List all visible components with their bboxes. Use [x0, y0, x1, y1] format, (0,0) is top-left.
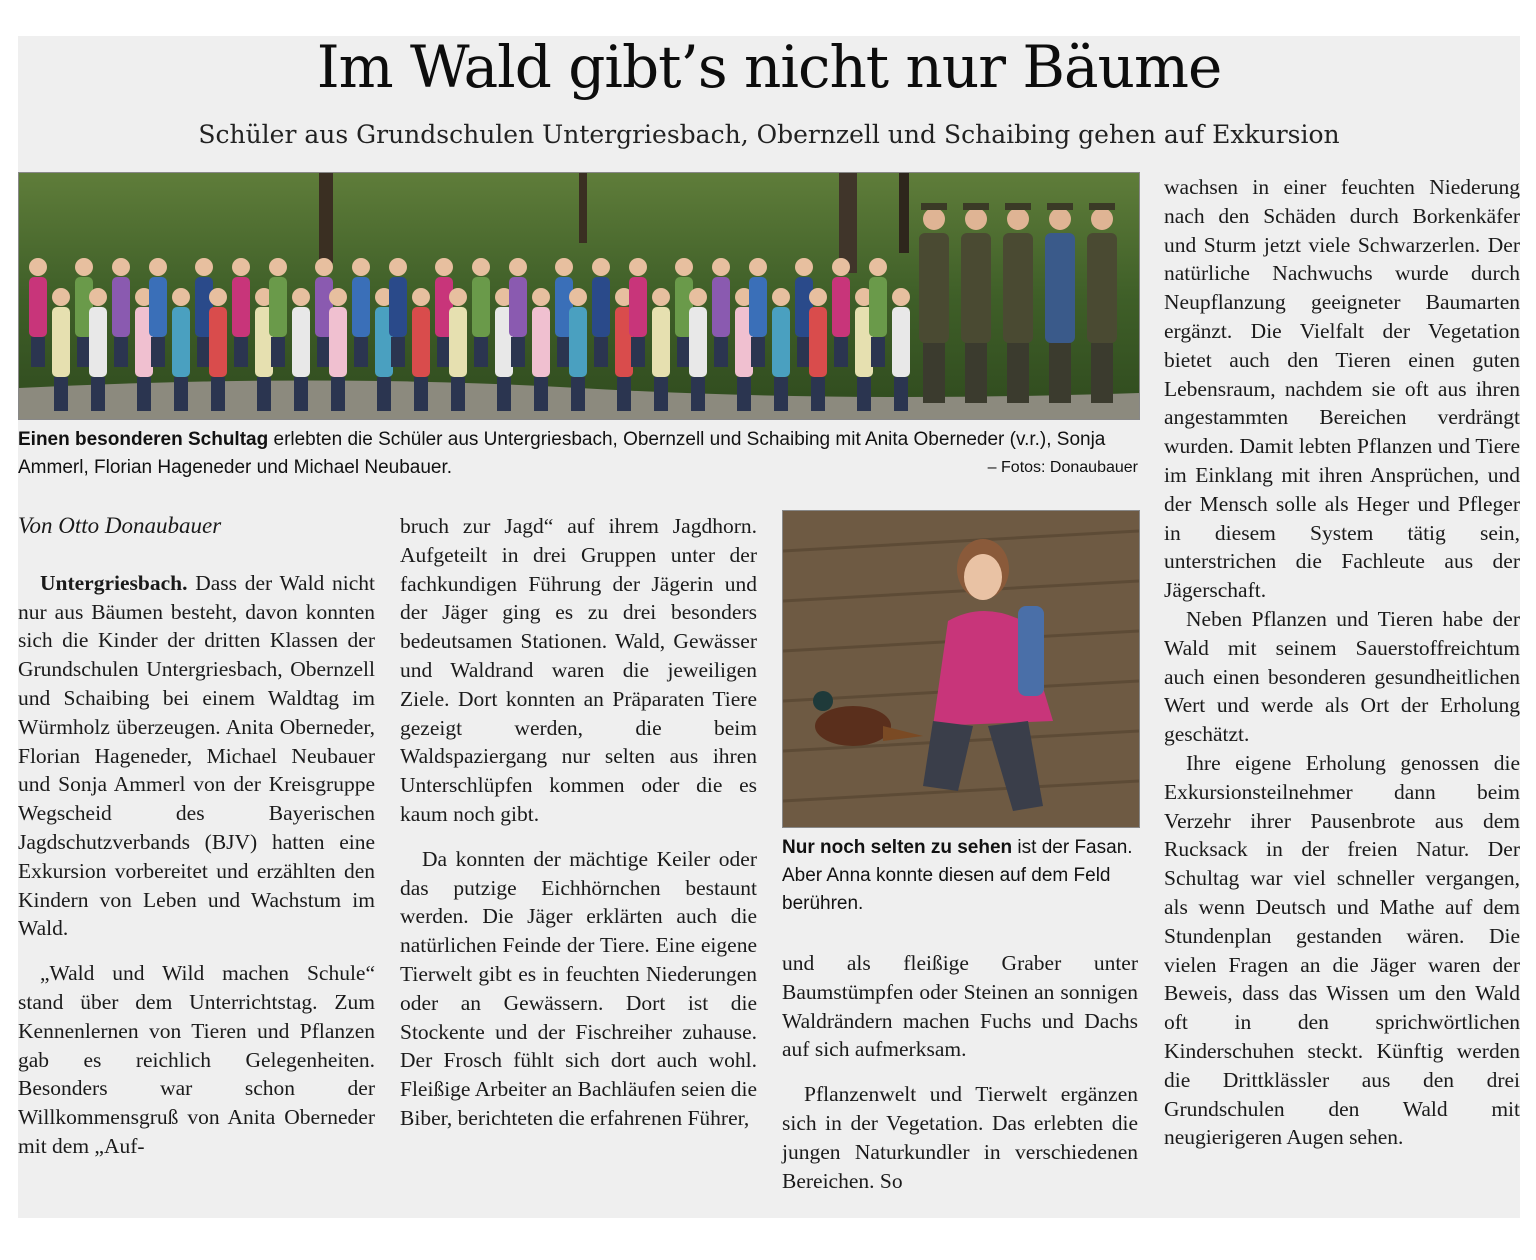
- byline: Von Otto Donaubauer: [18, 513, 222, 538]
- newspaper-clipping: [18, 33, 1520, 1218]
- paragraph: Ihre eigene Erholung genossen die Exkursionsteilnehmer dann beim Verzehr ihrer Pausenbrote aus dem Rucksack in der freien Natur. Der Schultag war viel schneller vergangen, als wenn Deutsch und Mathe auf dem Stundenplan gestanden wären. Die vielen Fragen an die Jäger waren der Beweis, dass das Wissen um den Wald oft in den sprichwörtlichen Kinderschuhen steckt. Künftig werden die Drittklässler aus den drei Grundschulen den Wald mit neugierigeren Augen sehen.: [1164, 750, 1520, 1150]
- group-photo-caption: [18, 426, 1138, 482]
- caption-lead: Nur noch selten zu sehen: [782, 837, 1013, 858]
- caption-text: erlebten die Schüler aus Untergriesbach, Obernzell und Schaibing mit Anita Oberneder (v.r.), Sonja Ammerl, Florian Hageneder und Michael Neubauer.: [18, 429, 1106, 478]
- group-photo: [18, 172, 1140, 420]
- pheasant-photo-caption: [782, 834, 1138, 918]
- paragraph: Da konnten der mächtige Keiler oder das putzige Eichhörnchen bestaunt werden. Die Jäger erklärten auch die natürlichen Feinde der Tiere. Eine eigene Tierwelt gibt es in feuchten Niederungen oder an Gewässern. Dort ist die Stockente und der Fischreiher zuhause. Der Frosch fühlt sich dort auch wohl. Fleißige Arbeiter an Bachläufen seien die Biber, berichteten die erfahrenen Führer,: [400, 846, 757, 1130]
- paragraph: bruch zur Jagd“ auf ihrem Jagdhorn. Aufgeteilt in drei Gruppen unter der fachkundigen Führung der Jägerin und der Jäger ging es zu drei besonders bedeutsamen Stationen. Wald, Gewässer und Waldrand waren die jeweiligen Ziele. Dort konnten an Präparaten Tiere gezeigt werden, die beim Waldspaziergang nur selten aus ihren Unterschlüpfen kommen oder die es kaum noch gibt.: [400, 514, 757, 826]
- paragraph: wachsen in einer feuchten Niederung nach den Schäden durch Borkenkäfer und Sturm jetzt viele Schwarzerlen. Der natürliche Nachwuchs wurde durch Neupflanzung geeigneter Baumarten ergänzt. Die Vielfalt der Vegetation bietet auch den Tieren einen guten Lebensraum, nachdem sie oft aus ihren angestammten Bereichen verdrängt wurden. Damit lebten Pflanzen und Tiere im Einklang mit ihren Ansprüchen, und der Mensch solle als Heger und Pfleger in diesem System tätig sein, unterstrichen die Fachleute aus der Jägerschaft.: [1164, 175, 1520, 603]
- text-column-1: [18, 512, 375, 1161]
- article-subheadline: Schüler aus Grundschulen Untergriesbach, Obernzell und Schaibing gehen auf Exkursion: [198, 120, 1340, 149]
- text-column-2: [400, 512, 757, 1133]
- text-column-3: [782, 949, 1138, 1195]
- paragraph: und als fleißige Graber unter Baumstümpfen oder Steinen an sonnigen Waldrändern machen Fuchs und Dachs auf sich aufmerksam.: [782, 951, 1138, 1062]
- paragraph: „Wald und Wild machen Schule“ stand über dem Unterrichtstag. Zum Kennenlernen von Tieren und Pflanzen gab es reichlich Gelegenheiten. Besonders war schon der Willkommensgruß von Anita Oberneder mit dem „Auf-: [18, 961, 375, 1158]
- text-column-4: [1164, 173, 1520, 1152]
- photo-credit: – Fotos: Donaubauer: [987, 459, 1138, 476]
- caption-lead: Einen besonderen Schultag: [18, 429, 269, 450]
- article-headline: Im Wald gibt’s nicht nur Bäume: [316, 33, 1222, 101]
- pheasant-photo: [782, 510, 1140, 828]
- dateline: Untergriesbach.: [40, 570, 188, 595]
- paragraph: Neben Pflanzen und Tieren habe der Wald mit seinem Sauerstoffreichtum auch einen besonderen gesundheitlichen Wert und werde als Ort der Erholung geschätzt.: [1164, 606, 1520, 747]
- caption-text: ist der Fasan. Aber Anna konnte diesen auf dem Feld berühren.: [782, 837, 1133, 914]
- paragraph: Pflanzenwelt und Tierwelt ergänzen sich in der Vegetation. Das erlebten die jungen Naturkundler in verschiedenen Bereichen. So: [782, 1082, 1138, 1193]
- paragraph: Dass der Wald nicht nur aus Bäumen besteht, davon konnten sich die Kinder der dritten Klassen der Grundschulen Untergriesbach, Obernzell und Schaibing bei einem Waldtag im Würmholz überzeugen. Anita Oberneder, Florian Hageneder, Michael Neubauer und Sonja Ammerl von der Kreisgruppe Wegscheid des Bayerischen Jagdschutzverbands (BJV) hatten eine Exkursion vorbereitet und erzählten den Kindern von Leben und Wachstum im Wald.: [18, 570, 375, 941]
